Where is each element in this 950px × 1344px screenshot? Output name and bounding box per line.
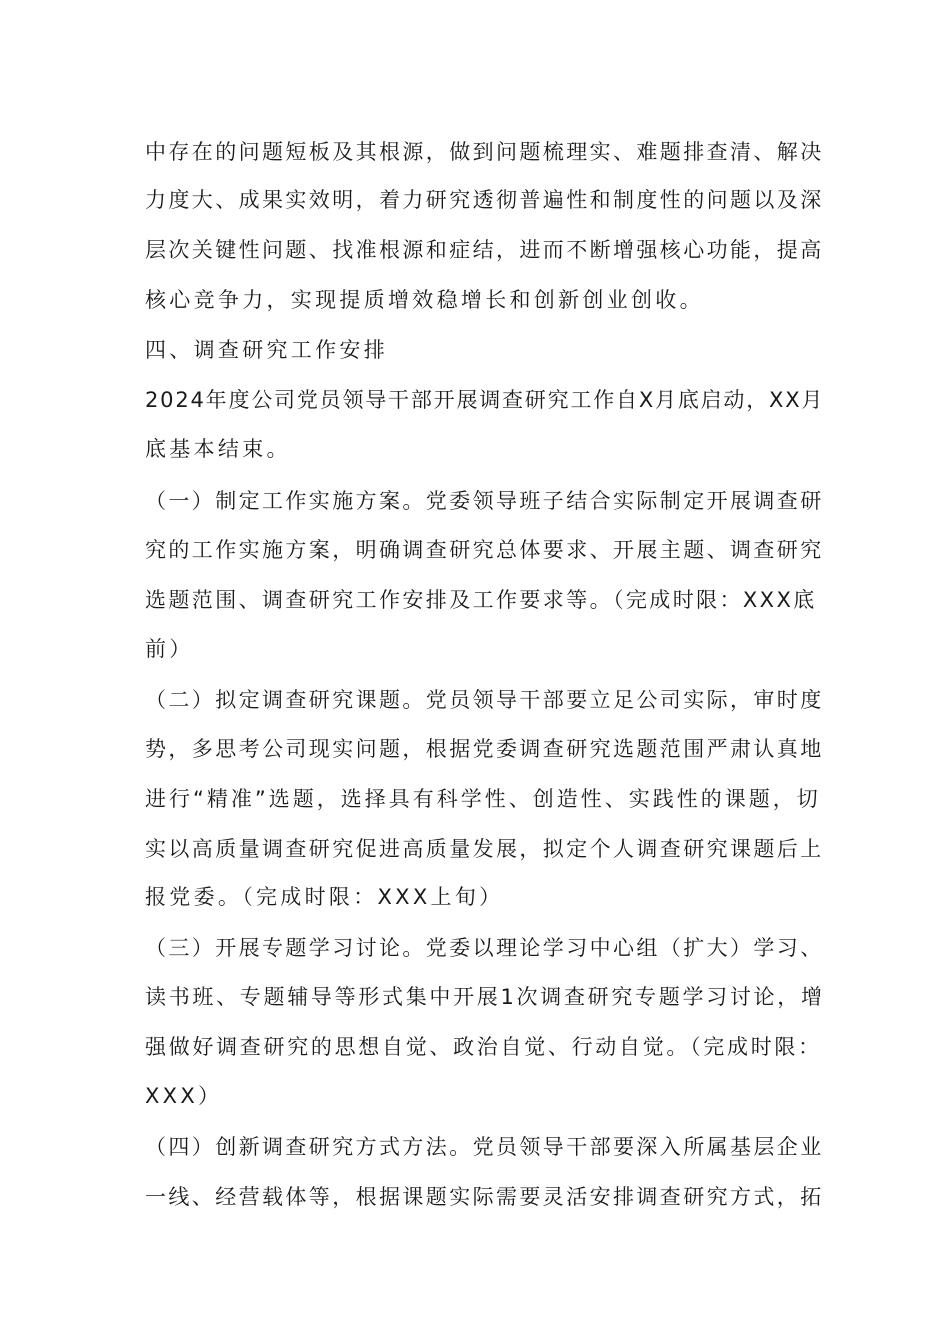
paragraph-line: 层次关键性问题、找准根源和症结，进而不断增强核心功能，提高 [145, 238, 824, 262]
paragraph-line: XXX） [145, 1084, 223, 1108]
paragraph-line: 核心竞争力，实现提质增效稳增长和创新创业创收。 [145, 288, 704, 312]
paragraph-line: 选题范围、调查研究工作安排及工作要求等。（完成时限：XXX底 [145, 588, 817, 612]
paragraph-line: 一线、经营载体等，根据课题实际需要灵活安排调查研究方式，拓 [145, 1185, 824, 1209]
paragraph-line: 势，多思考公司现实问题，根据党委调查研究选题范围严肃认真地 [145, 737, 824, 761]
paragraph-line: （一）制定工作实施方案。党委领导班子结合实际制定开展调查研 [145, 489, 824, 513]
paragraph-line: 底基本结束。 [145, 437, 291, 461]
paragraph-line: （四）创新调查研究方式方法。党员领导干部要深入所属基层企业 [145, 1135, 824, 1159]
paragraph-line: 前） [145, 637, 194, 661]
paragraph-line: 2024年度公司党员领导干部开展调查研究工作自X月底启动，XX月 [145, 388, 825, 412]
paragraph-line: 进行“精准”选题，选择具有科学性、创造性、实践性的课题，切 [145, 787, 821, 811]
paragraph-line: （二）拟定调查研究课题。党员领导干部要立足公司实际，审时度 [145, 688, 824, 712]
paragraph-line: 报党委。（完成时限：XXX上旬） [145, 885, 504, 909]
paragraph-line: 究的工作实施方案，明确调查研究总体要求、开展主题、调查研究 [145, 538, 824, 562]
paragraph-line: 读书班、专题辅导等形式集中开展1次调查研究专题学习讨论，增 [145, 985, 825, 1009]
paragraph-line: （三）开展专题学习讨论。党委以理论学习中心组（扩大）学习、 [145, 936, 824, 960]
paragraph-line: 实以高质量调查研究促进高质量发展，拟定个人调查研究课题后上 [145, 837, 824, 861]
paragraph-line: 强做好调查研究的思想自觉、政治自觉、行动自觉。（完成时限： [145, 1035, 822, 1059]
paragraph-line: 中存在的问题短板及其根源，做到问题梳理实、难题排查清、解决 [145, 140, 824, 164]
section-heading: 四、调查研究工作安排 [145, 338, 388, 362]
paragraph-line: 力度大、成果实效明，着力研究透彻普遍性和制度性的问题以及深 [145, 188, 824, 212]
